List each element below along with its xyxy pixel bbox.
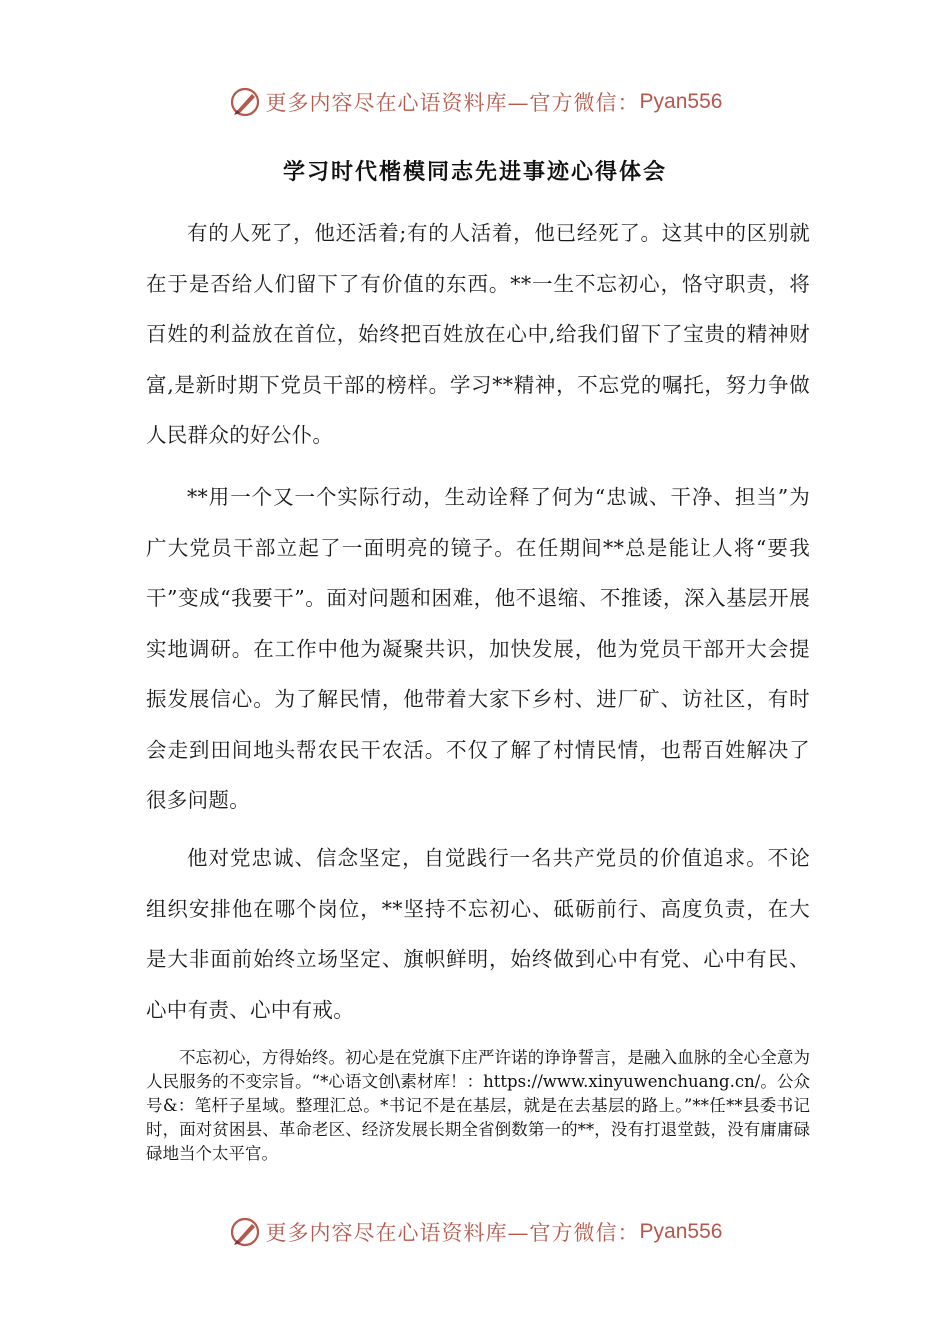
paragraph-text: 有的人死了，他还活着;有的人活着，他已经死了。这其中的区别就在于是否给人们留下了有价值的东西。**一生不忘初心，恪守职责，将百姓的利益放在首位，始终把百姓放在心中,给我们留下了宝贵的精神财富,是新时期下党员干部的榜样。学习**精神，不忘党的嘱托，努力争做人民群众的好公仆。	[146, 221, 810, 447]
header-banner	[0, 82, 950, 122]
footer-banner	[0, 1212, 950, 1252]
page-title: 学习时代楷模同志先进事迹心得体会	[282, 160, 667, 185]
small-paragraph	[146, 1046, 810, 1166]
paragraph-text: 他对党忠诚、信念坚定，自觉践行一名共产党员的价值追求。不论组织安排他在哪个岗位，**坚持不忘初心、砥砺前行、高度负责，在大是大非面前始终立场坚定、旗帜鲜明，始终做到心中有党、心中有民、心中有责、心中有戒。	[146, 846, 810, 1022]
pen-logo-icon	[228, 1215, 262, 1249]
banner-text: 更多内容尽在心语资料库—官方微信：	[265, 1221, 640, 1245]
wechat-id: Pyan556	[639, 90, 723, 113]
paragraph-2	[146, 472, 810, 826]
small-paragraph-text: 不忘初心，方得始终。初心是在党旗下庄严许诺的诤诤誓言，是融入血脉的全心全意为人民服务的不变宗旨。“*心语文创\素材库！：https://www.xinyuwenchuang.cn/。公众号&：笔杆子星域。整理汇总。*书记不是在基层，就是在去基层的路上。”**任**县委书记时，面对贫困县、革命老区、经济发展长期全省倒数第一的**，没有打退堂鼓，没有庸庸碌碌地当个太平官。	[146, 1048, 810, 1163]
wechat-id: Pyan556	[639, 1220, 723, 1243]
banner-text: 更多内容尽在心语资料库—官方微信：	[265, 91, 640, 115]
paragraph-1	[146, 208, 810, 461]
paragraph-text: **用一个又一个实际行动，生动诠释了何为“忠诚、干净、担当”为广大党员干部立起了一面明亮的镜子。在任期间**总是能让人将“要我干”变成“我要干”。面对问题和困难，他不退缩、不推诿，深入基层开展实地调研。在工作中他为凝聚共识，加快发展，他为党员干部开大会提振发展信心。为了解民情，他带着大家下乡村、进厂矿、访社区，有时会走到田间地头帮农民干农活。不仅了解了村情民情，也帮百姓解决了很多问题。	[146, 485, 810, 812]
paragraph-3	[146, 833, 810, 1035]
pen-logo-icon	[228, 85, 262, 119]
